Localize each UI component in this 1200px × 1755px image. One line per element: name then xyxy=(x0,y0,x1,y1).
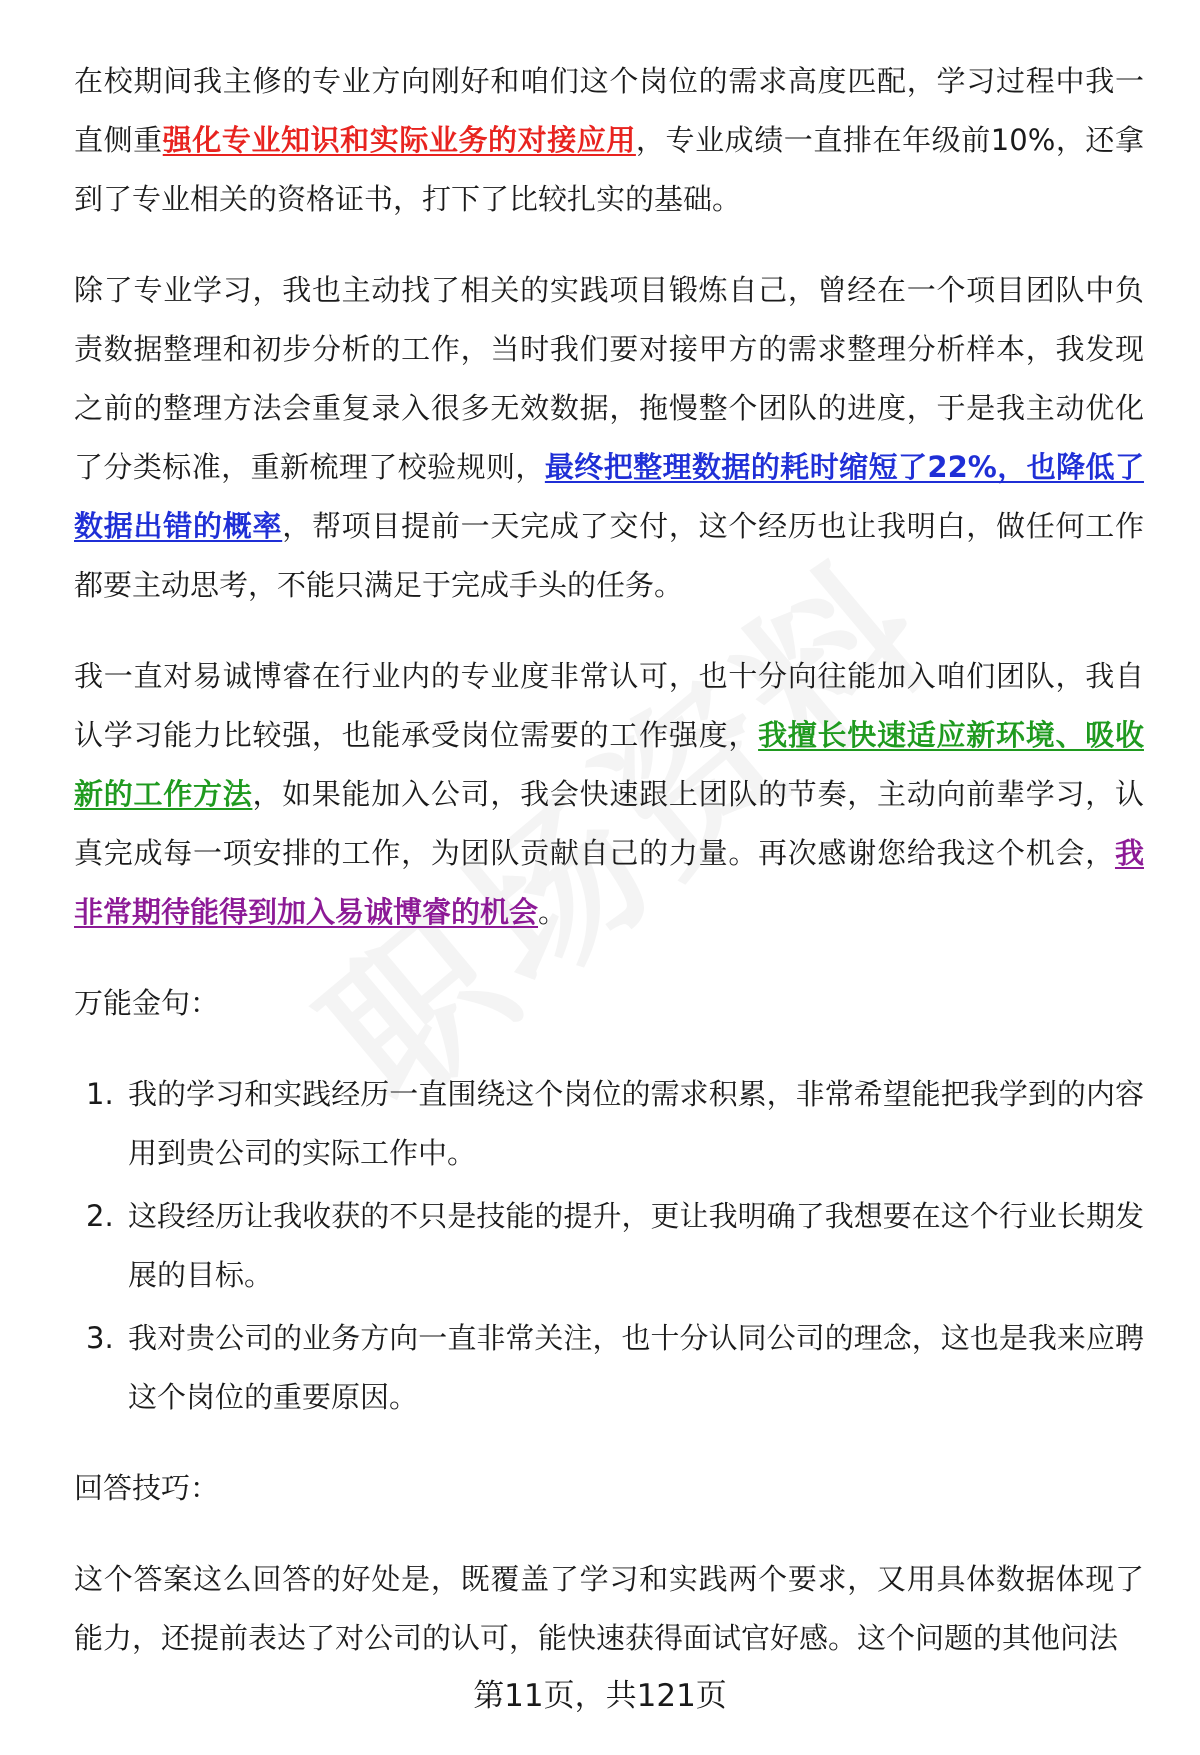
paragraph-text: ，如果能加入公司，我会快速跟上团队的节奏，主动向前辈学习，认真完成每一项安排的工作，为团队贡献自己的力量。再次感谢您给我这个机会， xyxy=(74,777,1144,870)
paragraph-text: 我一直对易诚博睿在行业内的专业度非常认可，也十分向往能加入咱们团队，我自认学习能力比较强，也能承受岗位需要的工作强度， xyxy=(74,659,1144,752)
list-item xyxy=(74,1187,1144,1305)
answer-tips-paragraph: 这个答案这么回答的好处是，既覆盖了学习和实践两个要求，又用具体数据体现了能力，还提前表达了对公司的认可，能快速获得面试官好感。这个问题的其他问法 xyxy=(74,1562,1144,1655)
list-number: 1. xyxy=(86,1077,114,1111)
list-item xyxy=(74,1065,1144,1183)
paragraph-practice xyxy=(74,261,1144,615)
paragraph-text: 。 xyxy=(538,895,568,929)
list-text: 这段经历让我收获的不只是技能的提升，更让我明确了我想要在这个行业长期发展的目标。 xyxy=(128,1199,1144,1292)
golden-sentences-heading: 万能金句： xyxy=(74,986,220,1020)
paragraph-text: 除了专业学习，我也主动找了相关的实践项目锻炼自己，曾经在一个项目团队中负责数据整理和初步分析的工作，当时我们要对接甲方的需求整理分析样本，我发现之前的整理方法会重复录入很多无效数据，拖慢整个团队的进度，于是我主动优化了分类标准，重新梳理了校验规则， xyxy=(74,273,1144,484)
highlight-purple: 我非常期待能得到加入易诚博睿的机会 xyxy=(74,836,1144,929)
page-number-footer: 第11页，共121页 xyxy=(473,1678,727,1714)
paragraph-text: ，帮项目提前一天完成了交付，这个经历也让我明白，做任何工作都要主动思考，不能只满足于完成手头的任务。 xyxy=(74,509,1144,602)
paragraph-text: 在校期间我主修的专业方向刚好和咱们这个岗位的需求高度匹配，学习过程中我一直侧重 xyxy=(74,64,1144,157)
list-text: 我对贵公司的业务方向一直非常关注，也十分认同公司的理念，这也是我来应聘这个岗位的重要原因。 xyxy=(128,1321,1144,1414)
golden-sentences-list xyxy=(74,1065,1144,1427)
paragraph-motivation xyxy=(74,647,1144,942)
highlight-green: 我擅长快速适应新环境、吸收新的工作方法 xyxy=(74,718,1144,811)
answer-tips-heading: 回答技巧： xyxy=(74,1471,220,1505)
list-number: 3. xyxy=(86,1321,114,1355)
list-number: 2. xyxy=(86,1199,114,1233)
list-text: 我的学习和实践经历一直围绕这个岗位的需求积累，非常希望能把我学到的内容用到贵公司的实际工作中。 xyxy=(128,1077,1144,1170)
paragraph-study xyxy=(74,52,1144,229)
highlight-blue: 最终把整理数据的耗时缩短了22%，也降低了数据出错的概率 xyxy=(74,450,1144,543)
highlight-red: 强化专业知识和实际业务的对接应用 xyxy=(162,123,636,157)
document-content xyxy=(74,52,1144,1700)
list-item xyxy=(74,1309,1144,1427)
paragraph-text: ，专业成绩一直排在年级前10%，还拿到了专业相关的资格证书，打下了比较扎实的基础。 xyxy=(74,123,1144,216)
